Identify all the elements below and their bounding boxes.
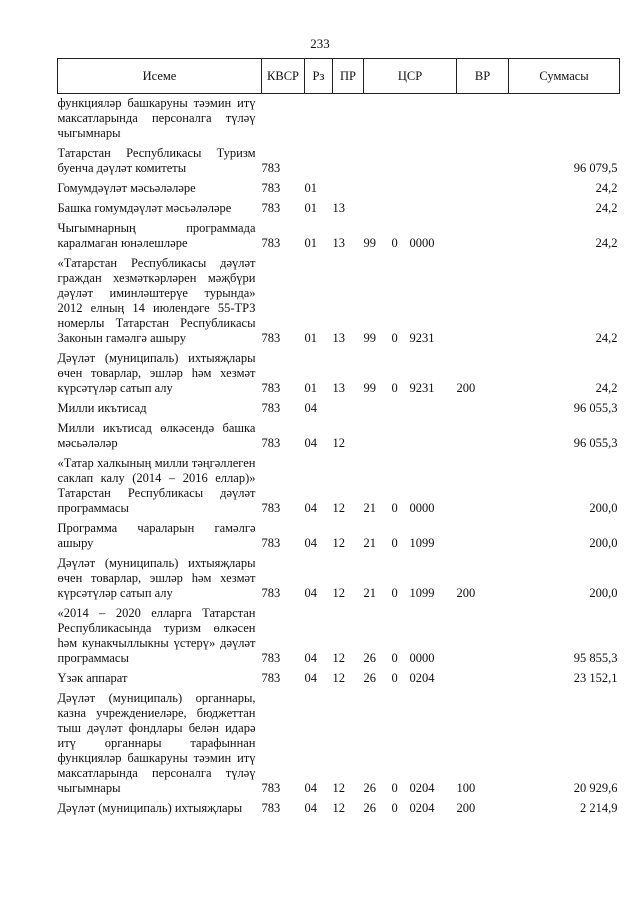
row-vr <box>457 454 509 519</box>
row-vr <box>457 419 509 454</box>
row-vr <box>457 254 509 349</box>
row-sum: 95 855,3 <box>573 651 618 665</box>
row-name: функцияләр башкаруны тәэмин итү максатларында персоналга түләү чыгымнары <box>57 96 256 140</box>
row-sum: 200,0 <box>589 501 618 515</box>
row-name: Программа чараларын гамәлгә ашыру <box>57 521 256 550</box>
table-row <box>58 399 620 419</box>
row-csr-subprogram: 0 <box>391 586 398 600</box>
row-kvsr: 783 <box>261 536 281 550</box>
table-row <box>58 799 620 819</box>
row-csr-direction <box>410 199 457 219</box>
table-row <box>58 254 620 349</box>
row-sum: 20 929,6 <box>573 781 618 795</box>
row-csr-subprogram: 0 <box>391 331 398 345</box>
header-name: Исеме <box>58 59 262 94</box>
row-name: Милли икътисад өлкәсендә башка мәсьәләләр <box>57 421 256 450</box>
row-sum: 2 214,9 <box>580 801 618 815</box>
row-vr <box>457 199 509 219</box>
table-row <box>58 689 620 799</box>
row-csr-direction: 1099 <box>409 536 435 550</box>
row-pr <box>333 144 364 179</box>
row-pr: 12 <box>332 781 345 795</box>
row-csr-program: 26 <box>363 801 376 815</box>
header-sum: Суммасы <box>509 59 620 94</box>
row-csr-program: 26 <box>363 671 376 685</box>
row-csr-program <box>364 399 392 419</box>
header-kvsr: КВСР <box>262 59 305 94</box>
table-row <box>58 219 620 254</box>
row-csr-program <box>364 94 392 145</box>
row-csr-subprogram <box>392 179 410 199</box>
row-csr-program: 99 <box>363 381 376 395</box>
row-pr <box>333 94 364 145</box>
row-pr: 13 <box>332 381 345 395</box>
row-csr-direction: 9231 <box>409 381 435 395</box>
row-name: «Татар халкының милли тәңгәллеген саклап калу (2014 – 2016 еллар)» Татарстан Республикасы дәүләт программасы <box>57 456 256 515</box>
row-kvsr: 783 <box>261 236 281 250</box>
row-csr-direction: 0204 <box>409 781 435 795</box>
row-vr <box>457 399 509 419</box>
row-name: Гомумдәүләт мәсьәләләре <box>57 181 196 195</box>
row-csr-subprogram <box>392 144 410 179</box>
table-row <box>58 94 620 145</box>
row-rz: 04 <box>304 501 317 515</box>
header-rz: Рз <box>305 59 333 94</box>
row-sum: 200,0 <box>589 586 618 600</box>
row-kvsr: 783 <box>261 381 281 395</box>
header-pr: ПР <box>333 59 364 94</box>
row-csr-subprogram: 0 <box>391 536 398 550</box>
row-vr <box>457 179 509 199</box>
page-number: 233 <box>310 36 330 51</box>
row-csr-subprogram <box>392 94 410 145</box>
table-row <box>58 419 620 454</box>
row-sum: 23 152,1 <box>573 671 618 685</box>
row-sum: 24,2 <box>595 331 618 345</box>
row-vr <box>457 669 509 689</box>
table-row <box>58 179 620 199</box>
row-kvsr <box>262 94 305 145</box>
table-row <box>58 199 620 219</box>
row-csr-direction: 0000 <box>409 236 435 250</box>
row-pr <box>333 179 364 199</box>
row-csr-program: 26 <box>363 781 376 795</box>
row-sum: 96 079,5 <box>573 161 618 175</box>
row-rz: 04 <box>304 586 317 600</box>
row-pr: 12 <box>332 671 345 685</box>
row-rz: 01 <box>304 201 317 215</box>
row-sum: 24,2 <box>595 381 618 395</box>
row-sum: 200,0 <box>589 536 618 550</box>
row-pr: 13 <box>332 201 345 215</box>
row-name: Үзәк аппарат <box>57 671 128 685</box>
row-csr-program <box>364 144 392 179</box>
row-csr-direction: 0204 <box>409 801 435 815</box>
row-vr: 200 <box>456 586 476 600</box>
row-name: Чыгымнарның программада каралмаган юнәлешләре <box>57 221 256 250</box>
row-rz: 01 <box>304 331 317 345</box>
row-vr <box>457 219 509 254</box>
row-name: «2014 – 2020 елларга Татарстан Республикасында туризм өлкәсен һәм кунакчыллыкны үстерү» дәүләт программасы <box>57 606 256 665</box>
row-pr <box>333 399 364 419</box>
row-csr-subprogram: 0 <box>391 501 398 515</box>
row-csr-program: 21 <box>363 501 376 515</box>
row-pr: 12 <box>332 536 345 550</box>
row-rz: 01 <box>304 181 317 195</box>
row-rz: 04 <box>304 801 317 815</box>
row-csr-subprogram: 0 <box>391 236 398 250</box>
row-pr: 12 <box>332 501 345 515</box>
row-csr-direction: 0000 <box>409 501 435 515</box>
row-csr-program: 21 <box>363 586 376 600</box>
row-csr-subprogram: 0 <box>391 801 398 815</box>
row-name: Дәүләт (муниципаль) органнары, казна учреждениеләре, бюджеттан тыш дәүләт фондлары белән идарә итү органнары тарафыннан функцияләр башкаруны тәэмин итү максатларында персоналга түләү чыгымнары <box>57 691 256 795</box>
row-kvsr: 783 <box>261 401 281 415</box>
row-csr-direction: 0000 <box>409 651 435 665</box>
row-csr-direction <box>410 399 457 419</box>
row-csr-program: 21 <box>363 536 376 550</box>
row-csr-program <box>364 179 392 199</box>
row-name: «Татарстан Республикасы дәүләт граждан хезмәткәрләрен мәҗбүри дәүләт иминләштерүе турында» 2012 елның 14 июлендәге 55-ТРЗ номерлы Татарстан Республикасы Законын гамәлгә ашыру <box>57 256 256 345</box>
row-rz: 04 <box>304 401 317 415</box>
row-csr-program <box>364 419 392 454</box>
row-kvsr: 783 <box>261 671 281 685</box>
row-name: Милли икътисад <box>57 401 147 415</box>
row-kvsr: 783 <box>261 331 281 345</box>
table-row <box>58 669 620 689</box>
row-kvsr: 783 <box>261 586 281 600</box>
row-sum: 96 055,3 <box>573 401 618 415</box>
row-rz: 04 <box>304 651 317 665</box>
row-csr-subprogram: 0 <box>391 381 398 395</box>
header-csr: ЦСР <box>364 59 457 94</box>
table-row <box>58 604 620 669</box>
row-rz <box>305 94 333 145</box>
row-rz: 01 <box>304 381 317 395</box>
row-rz <box>305 144 333 179</box>
header-vr: ВР <box>457 59 509 94</box>
row-name: Татарстан Республикасы Туризм буенча дәүләт комитеты <box>57 146 256 175</box>
row-csr-direction: 1099 <box>409 586 435 600</box>
row-kvsr: 783 <box>261 181 281 195</box>
row-vr <box>457 604 509 669</box>
row-kvsr: 783 <box>261 161 281 175</box>
row-pr: 12 <box>332 586 345 600</box>
row-csr-subprogram <box>392 199 410 219</box>
table-row <box>58 144 620 179</box>
row-rz: 01 <box>304 236 317 250</box>
row-vr <box>457 144 509 179</box>
row-kvsr: 783 <box>261 436 281 450</box>
row-kvsr: 783 <box>261 781 281 795</box>
row-csr-direction: 9231 <box>409 331 435 345</box>
row-sum: 96 055,3 <box>573 436 618 450</box>
row-vr <box>457 519 509 554</box>
row-sum <box>509 94 620 145</box>
row-pr: 12 <box>332 801 345 815</box>
row-vr <box>457 94 509 145</box>
row-vr: 100 <box>456 781 476 795</box>
row-kvsr: 783 <box>261 801 281 815</box>
row-csr-subprogram: 0 <box>391 671 398 685</box>
table-row <box>58 554 620 604</box>
row-kvsr: 783 <box>261 201 281 215</box>
row-rz: 04 <box>304 671 317 685</box>
row-pr: 13 <box>332 331 345 345</box>
table-row <box>58 349 620 399</box>
row-csr-subprogram <box>392 399 410 419</box>
row-sum: 24,2 <box>595 201 618 215</box>
row-csr-program: 26 <box>363 651 376 665</box>
row-csr-program: 99 <box>363 331 376 345</box>
row-kvsr: 783 <box>261 501 281 515</box>
row-name: Дәүләт (муниципаль) ихтыяҗлары <box>57 801 243 815</box>
row-csr-subprogram: 0 <box>391 781 398 795</box>
row-csr-subprogram <box>392 419 410 454</box>
row-rz: 04 <box>304 536 317 550</box>
row-pr: 13 <box>332 236 345 250</box>
row-sum: 24,2 <box>595 181 618 195</box>
budget-table <box>57 58 620 819</box>
row-csr-direction <box>410 94 457 145</box>
row-csr-program: 99 <box>363 236 376 250</box>
row-csr-direction <box>410 179 457 199</box>
row-vr: 200 <box>456 801 476 815</box>
row-csr-subprogram: 0 <box>391 651 398 665</box>
row-pr: 12 <box>332 436 345 450</box>
row-name: Дәүләт (муниципаль) ихтыяҗлары өчен товарлар, эшләр һәм хезмәт күрсәтүләр сатып алу <box>57 351 256 395</box>
row-name: Башка гомумдәүләт мәсьәләләре <box>57 201 232 215</box>
row-csr-direction <box>410 419 457 454</box>
row-csr-program <box>364 199 392 219</box>
row-csr-direction: 0204 <box>409 671 435 685</box>
row-kvsr: 783 <box>261 651 281 665</box>
row-vr: 200 <box>456 381 476 395</box>
row-name: Дәүләт (муниципаль) ихтыяҗлары өчен товарлар, эшләр һәм хезмәт күрсәтүләр сатып алу <box>57 556 256 600</box>
row-csr-direction <box>410 144 457 179</box>
row-pr: 12 <box>332 651 345 665</box>
table-header-row <box>58 59 620 94</box>
row-sum: 24,2 <box>595 236 618 250</box>
row-rz: 04 <box>304 436 317 450</box>
table-row <box>58 454 620 519</box>
row-rz: 04 <box>304 781 317 795</box>
table-row <box>58 519 620 554</box>
